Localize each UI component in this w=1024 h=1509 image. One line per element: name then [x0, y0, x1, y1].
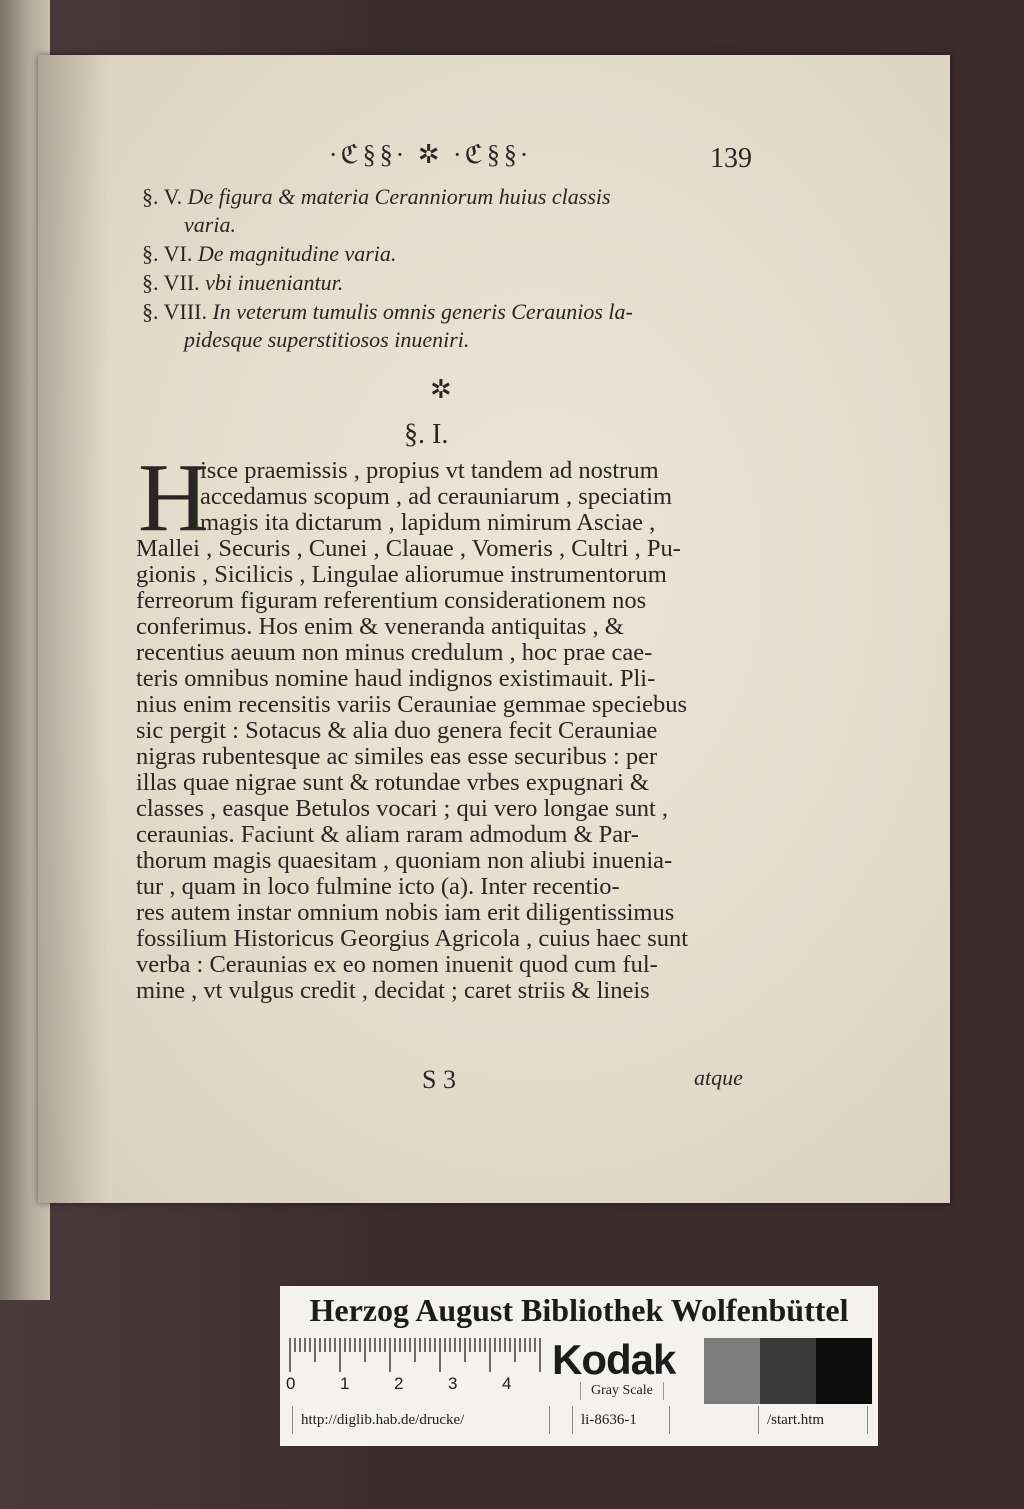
toc-text: pidesque superstitiosos inueniri.: [184, 327, 470, 352]
ruler-number: 0: [286, 1374, 296, 1393]
body-line: gionis , Sicilicis , Lingulae aliorumue instrumentorum: [136, 561, 667, 588]
toc-entry: [142, 299, 633, 325]
body-line: Mallei , Securis , Cunei , Clauae , Vomeris , Cultri , Pu-: [136, 535, 681, 562]
ruler-number: 4: [502, 1374, 512, 1393]
toc-section: §. VI.: [142, 241, 193, 266]
toc-text: varia.: [184, 212, 236, 237]
drop-cap: H: [138, 444, 209, 552]
star-separator: ✲: [430, 375, 452, 404]
color-target-card: [280, 1286, 878, 1446]
toc-text: De magnitudine varia.: [197, 241, 397, 266]
id-label: li-8636-1: [572, 1406, 670, 1434]
section-heading: §. I.: [404, 419, 449, 450]
ruler-number: 2: [394, 1374, 404, 1393]
body-line: fossilium Historicus Georgius Agricola , cuius haec sunt: [136, 925, 689, 952]
toc-entry: [142, 184, 611, 210]
body-line: classes , easque Betulos vocari ; qui vero longae sunt ,: [136, 795, 669, 822]
gutter-shadow: [38, 55, 108, 1203]
ruler-number: 1: [340, 1374, 350, 1393]
start-label: /start.htm: [758, 1406, 868, 1434]
toc-entry: [142, 270, 343, 296]
gray-swatch: [816, 1338, 872, 1404]
toc-text: vbi inueniantur.: [205, 270, 344, 295]
toc-section: §. VII.: [142, 270, 200, 295]
toc-entry: [142, 241, 396, 267]
body-line: nigras rubentesque ac similes eas esse securibus : per: [136, 743, 658, 770]
gray-swatch: [704, 1338, 760, 1404]
catchword: atque: [694, 1065, 743, 1090]
signature-mark: S 3: [422, 1065, 456, 1094]
body-line: conferimus. Hos enim & veneranda antiquitas , &: [136, 613, 624, 640]
body-line: ferreorum figuram referentium considerationem nos: [136, 587, 647, 614]
header-ornament: ∙ℭ§§∙ ✲ ∙ℭ§§∙: [330, 140, 532, 169]
body-line: recentius aeuum non minus credulum , hoc prae cae-: [136, 639, 653, 666]
kodak-logo: Kodak: [552, 1336, 676, 1383]
gray-scale-swatches: [704, 1338, 872, 1404]
toc-section: §. VIII.: [142, 299, 207, 324]
body-line: illas quae nigrae sunt & rotundae vrbes expugnari &: [136, 769, 649, 796]
body-line: verba : Ceraunias ex eo nomen inuenit quod cum ful-: [136, 951, 658, 978]
body-line: isce praemissis , propius vt tandem ad nostrum: [200, 457, 659, 484]
url-label: http://diglib.hab.de/drucke/: [292, 1406, 550, 1434]
toc-entry: [184, 327, 469, 353]
body-line: tur , quam in loco fulmine icto (a). Inter recentio-: [136, 873, 620, 900]
page-number: 139: [710, 143, 752, 174]
gray-scale-label: Gray Scale: [580, 1382, 664, 1400]
body-line: sic pergit : Sotacus & alia duo genera fecit Cerauniae: [136, 717, 658, 744]
toc-text: In veterum tumulis omnis generis Ceraunios la-: [212, 299, 633, 324]
body-line: ceraunias. Faciunt & aliam raram admodum & Par-: [136, 821, 639, 848]
ruler-scale: [288, 1336, 542, 1374]
body-line: res autem instar omnium nobis iam erit diligentissimus: [136, 899, 675, 926]
library-title: Herzog August Bibliothek Wolfenbüttel: [309, 1292, 849, 1328]
body-line: teris omnibus nomine haud indignos existimauit. Pli-: [136, 665, 656, 692]
body-line: accedamus scopum , ad cerauniarum , speciatim: [200, 483, 673, 510]
gray-swatch: [760, 1338, 816, 1404]
ruler-number: 3: [448, 1374, 458, 1393]
toc-entry: [184, 212, 236, 238]
body-line: thorum magis quaesitam , quoniam non aliubi inuenia-: [136, 847, 673, 874]
body-line: mine , vt vulgus credit , decidat ; caret striis & lineis: [136, 977, 650, 1004]
toc-section: §. V.: [142, 184, 183, 209]
toc-text: De figura & materia Ceranniorum huius classis: [187, 184, 611, 209]
book-page: [38, 55, 950, 1203]
body-line: magis ita dictarum , lapidum nimirum Asciae ,: [200, 509, 656, 536]
body-line: nius enim recensitis variis Cerauniae gemmae speciebus: [136, 691, 688, 718]
